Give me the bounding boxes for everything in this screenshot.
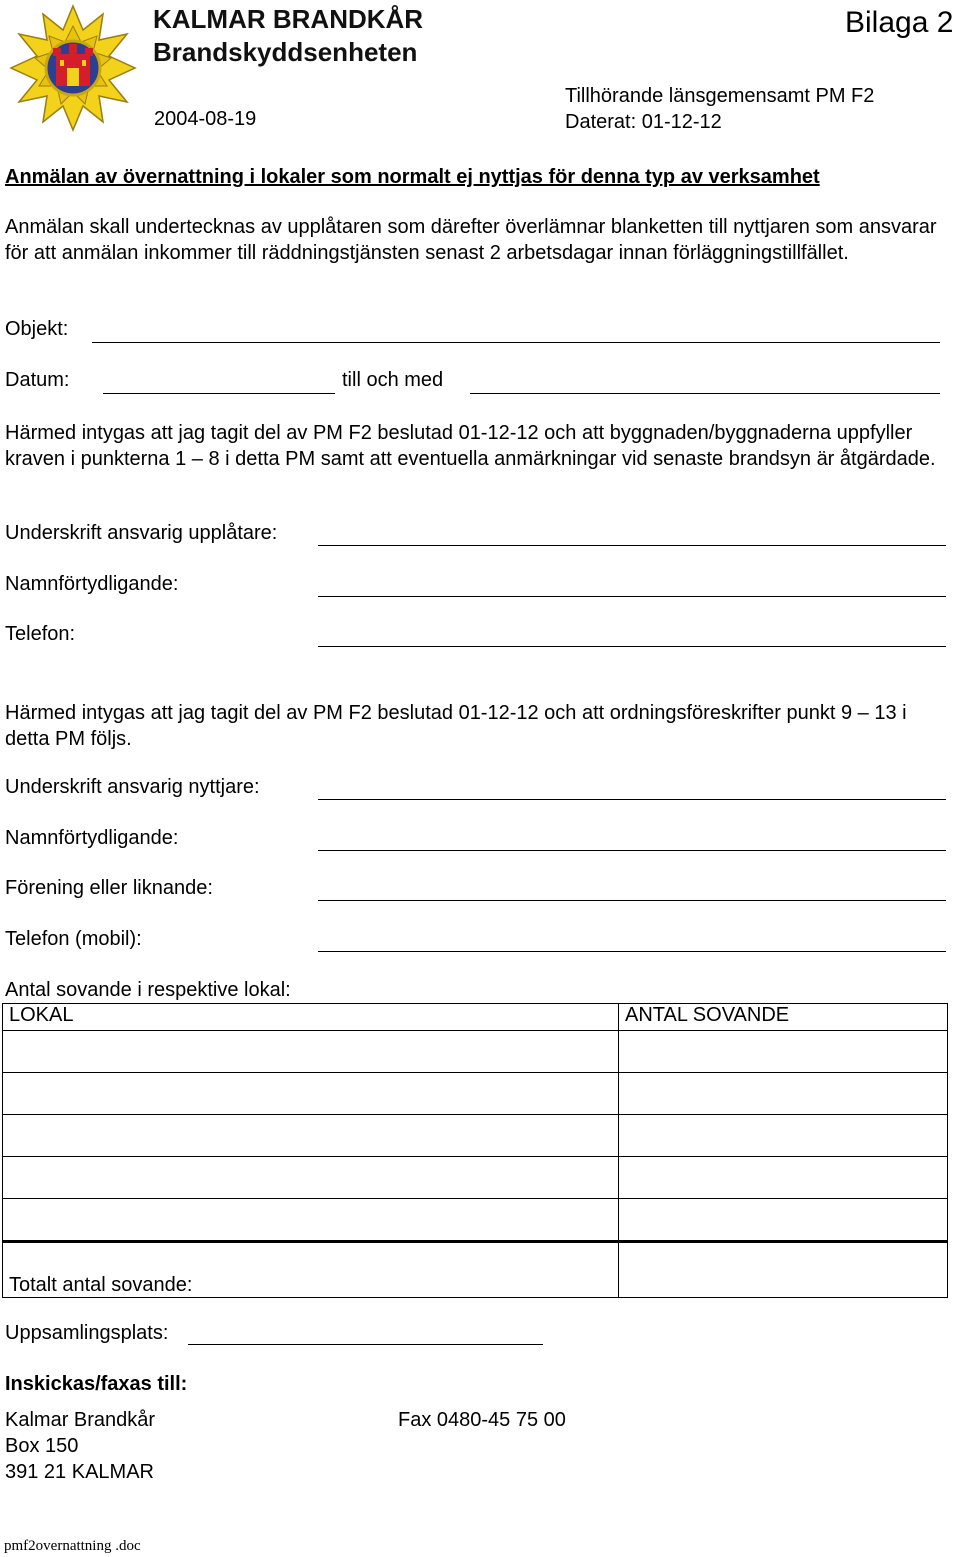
table-row <box>3 1199 948 1242</box>
lessor-name-label: Namnförtydligande: <box>5 573 179 595</box>
assembly-line[interactable] <box>188 1344 543 1345</box>
date-from-field-line[interactable] <box>103 393 335 394</box>
sleepers-table <box>2 1003 948 1298</box>
date-to-field-line[interactable] <box>470 393 940 394</box>
send-to-heading: Inskickas/faxas till: <box>5 1373 188 1395</box>
object-label: Objekt: <box>5 318 69 340</box>
table-row <box>3 1031 948 1073</box>
total-label: Totalt antal sovande: <box>3 1242 619 1298</box>
table-header-row <box>3 1004 948 1031</box>
attachment-label: Bilaga 2 <box>845 6 954 39</box>
user-name-line[interactable] <box>318 850 946 851</box>
lokal-cell[interactable] <box>3 1115 619 1157</box>
association-line[interactable] <box>318 900 946 901</box>
send-to-box: Box 150 <box>5 1435 79 1457</box>
date-label: Datum: <box>5 369 70 391</box>
declaration-lessor: Härmed intygas att jag tagit del av PM F2 beslutad 01-12-12 och att byggnaden/byggnaderna uppfyller kraven i punkterna 1 – 8 i detta PM samt att eventuella anmärkningar vid senaste brandsyn är åtgärdade. <box>5 422 936 470</box>
lessor-phone-label: Telefon: <box>5 623 76 645</box>
association-label: Förening eller liknande: <box>5 877 213 899</box>
table-total-row <box>3 1242 948 1298</box>
antal-cell[interactable] <box>619 1199 948 1242</box>
send-to-city: 391 21 KALMAR <box>5 1461 154 1483</box>
lokal-cell[interactable] <box>3 1073 619 1115</box>
assembly-label: Uppsamlingsplats: <box>5 1322 169 1344</box>
document-date: 2004-08-19 <box>154 108 257 130</box>
kalmar-brandkar-logo-icon <box>8 4 138 132</box>
footer-filename: pmf2overnattning .doc <box>4 1538 141 1554</box>
declaration-user: Härmed intygas att jag tagit del av PM F2 beslutad 01-12-12 och att ordningsföreskrifter punkt 9 – 13 i detta PM följs. <box>5 702 907 750</box>
send-to-name: Kalmar Brandkår <box>5 1409 156 1431</box>
antal-cell[interactable] <box>619 1115 948 1157</box>
table-row <box>3 1157 948 1199</box>
table-row <box>3 1073 948 1115</box>
org-name: KALMAR BRANDKÅR <box>153 4 424 34</box>
dated-text: Daterat: 01-12-12 <box>565 111 722 133</box>
lokal-cell[interactable] <box>3 1157 619 1199</box>
antal-cell[interactable] <box>619 1031 948 1073</box>
table-row <box>3 1115 948 1157</box>
user-signature-line[interactable] <box>318 799 946 800</box>
sleepers-label: Antal sovande i respektive lokal: <box>5 979 291 1001</box>
lessor-signature-label: Underskrift ansvarig upplåtare: <box>5 522 278 544</box>
send-to-fax: Fax 0480-45 75 00 <box>398 1409 566 1431</box>
lokal-cell[interactable] <box>3 1199 619 1242</box>
antal-cell[interactable] <box>619 1073 948 1115</box>
belongs-to-text: Tillhörande länsgemensamt PM F2 <box>565 85 875 107</box>
mobile-label: Telefon (mobil): <box>5 928 142 950</box>
user-name-label: Namnförtydligande: <box>5 827 179 849</box>
antal-cell[interactable] <box>619 1157 948 1199</box>
intro-paragraph: Anmälan skall undertecknas av upplåtaren som därefter överlämnar blanketten till nyttjaren som ansvarar för att anmälan inkommer till räddningstjänsten senast 2 arbetsdagar innan förläggningstillfället. <box>5 216 937 264</box>
user-signature-label: Underskrift ansvarig nyttjare: <box>5 776 260 798</box>
header-lokal: LOKAL <box>3 1004 619 1031</box>
lokal-cell[interactable] <box>3 1031 619 1073</box>
lessor-signature-line[interactable] <box>318 545 946 546</box>
mobile-line[interactable] <box>318 951 946 952</box>
unit-name: Brandskyddsenheten <box>153 37 418 67</box>
total-cell[interactable] <box>619 1242 948 1298</box>
form-title: Anmälan av övernattning i lokaler som normalt ej nyttjas för denna typ av verksamhet <box>5 166 820 188</box>
lessor-name-line[interactable] <box>318 596 946 597</box>
object-field-line[interactable] <box>92 342 940 343</box>
header-antal-sovande: ANTAL SOVANDE <box>619 1004 948 1031</box>
until-label: till och med <box>342 369 444 391</box>
lessor-phone-line[interactable] <box>318 646 946 647</box>
